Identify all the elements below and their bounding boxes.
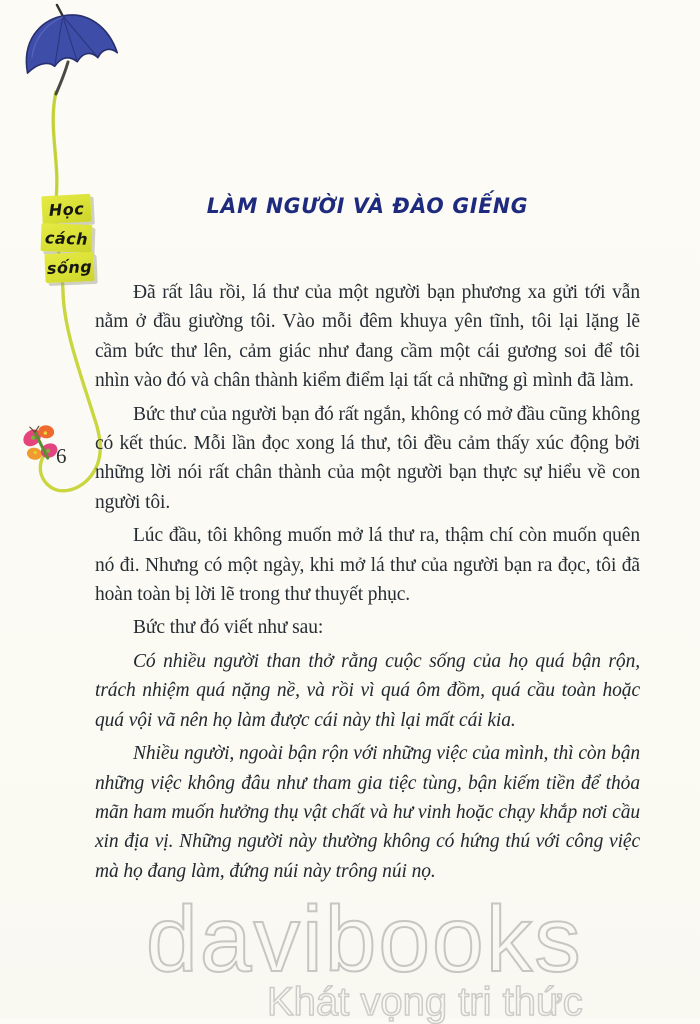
body-paragraph: Bức thư đó viết như sau: (133, 617, 324, 639)
body-paragraph: Lúc đầu, tôi không muốn mở lá thư ra, thậm chí còn muốn quên nó đi. Nhưng có một ngày, khi mở lá thư của người bạn ra đọc, tôi đã hoàn toàn bị lời lẽ trong thư thuyết phục. (95, 525, 640, 606)
watermark (146, 887, 583, 1024)
sticky-note-label: Học (48, 198, 85, 220)
watermark-slogan: Khát vọng tri thức (266, 980, 583, 1024)
body-text (95, 278, 640, 886)
body-paragraph-letter: Có nhiều người than thở rằng cuộc sống của họ quá bận rộn, trách nhiệm quá nặng nề, và rồi vì quá ôm đồm, quá cầu toàn hoặc quá vội vã nên họ làm được cái này thì lại mất cái kia. (95, 650, 640, 731)
sticky-note (44, 252, 94, 283)
sticky-note-label: sống (46, 257, 93, 278)
sticky-note (41, 223, 93, 253)
page-number: 6 (56, 444, 67, 468)
sticky-note-label: cách (44, 227, 89, 249)
chapter-title: LÀM NGƯỜI VÀ ĐÀO GIẾNG (206, 194, 529, 218)
main-column (95, 194, 640, 890)
body-paragraph: Đã rất lâu rồi, lá thư của một người bạn phương xa gửi tới vẫn nằm ở đầu giường tôi. Vào mỗi đêm khuya yên tĩnh, tôi lại lặng lẽ cầm bức thư lên, cảm giác như đang cầm một cái gương soi để tôi nhìn vào đó và chân thành kiểm điểm lại tất cả những gì mình đã làm. (95, 282, 640, 392)
watermark-brand: davibooks (146, 887, 583, 991)
body-paragraph-letter: Nhiều người, ngoài bận rộn với những việc của mình, thì còn bận những việc không đâu như tham gia tiệc tùng, bận kiếm tiền để thỏa mãn ham muốn hưởng thụ vật chất và hư vinh hoặc chạy khắp nơi cầu xin địa vị. Những người này thường không có hứng thú với công việc mà họ đang làm, đứng núi này trông núi nọ. (95, 743, 640, 882)
body-paragraph: Bức thư của người bạn đó rất ngắn, không có mở đầu cũng không có kết thúc. Mỗi lần đọc xong lá thư, tôi đều cảm thấy xúc động bởi những lời nói rất chân thành của một người bạn thực sự hiểu về con người tôi. (95, 403, 640, 513)
sticky-note (41, 194, 91, 225)
